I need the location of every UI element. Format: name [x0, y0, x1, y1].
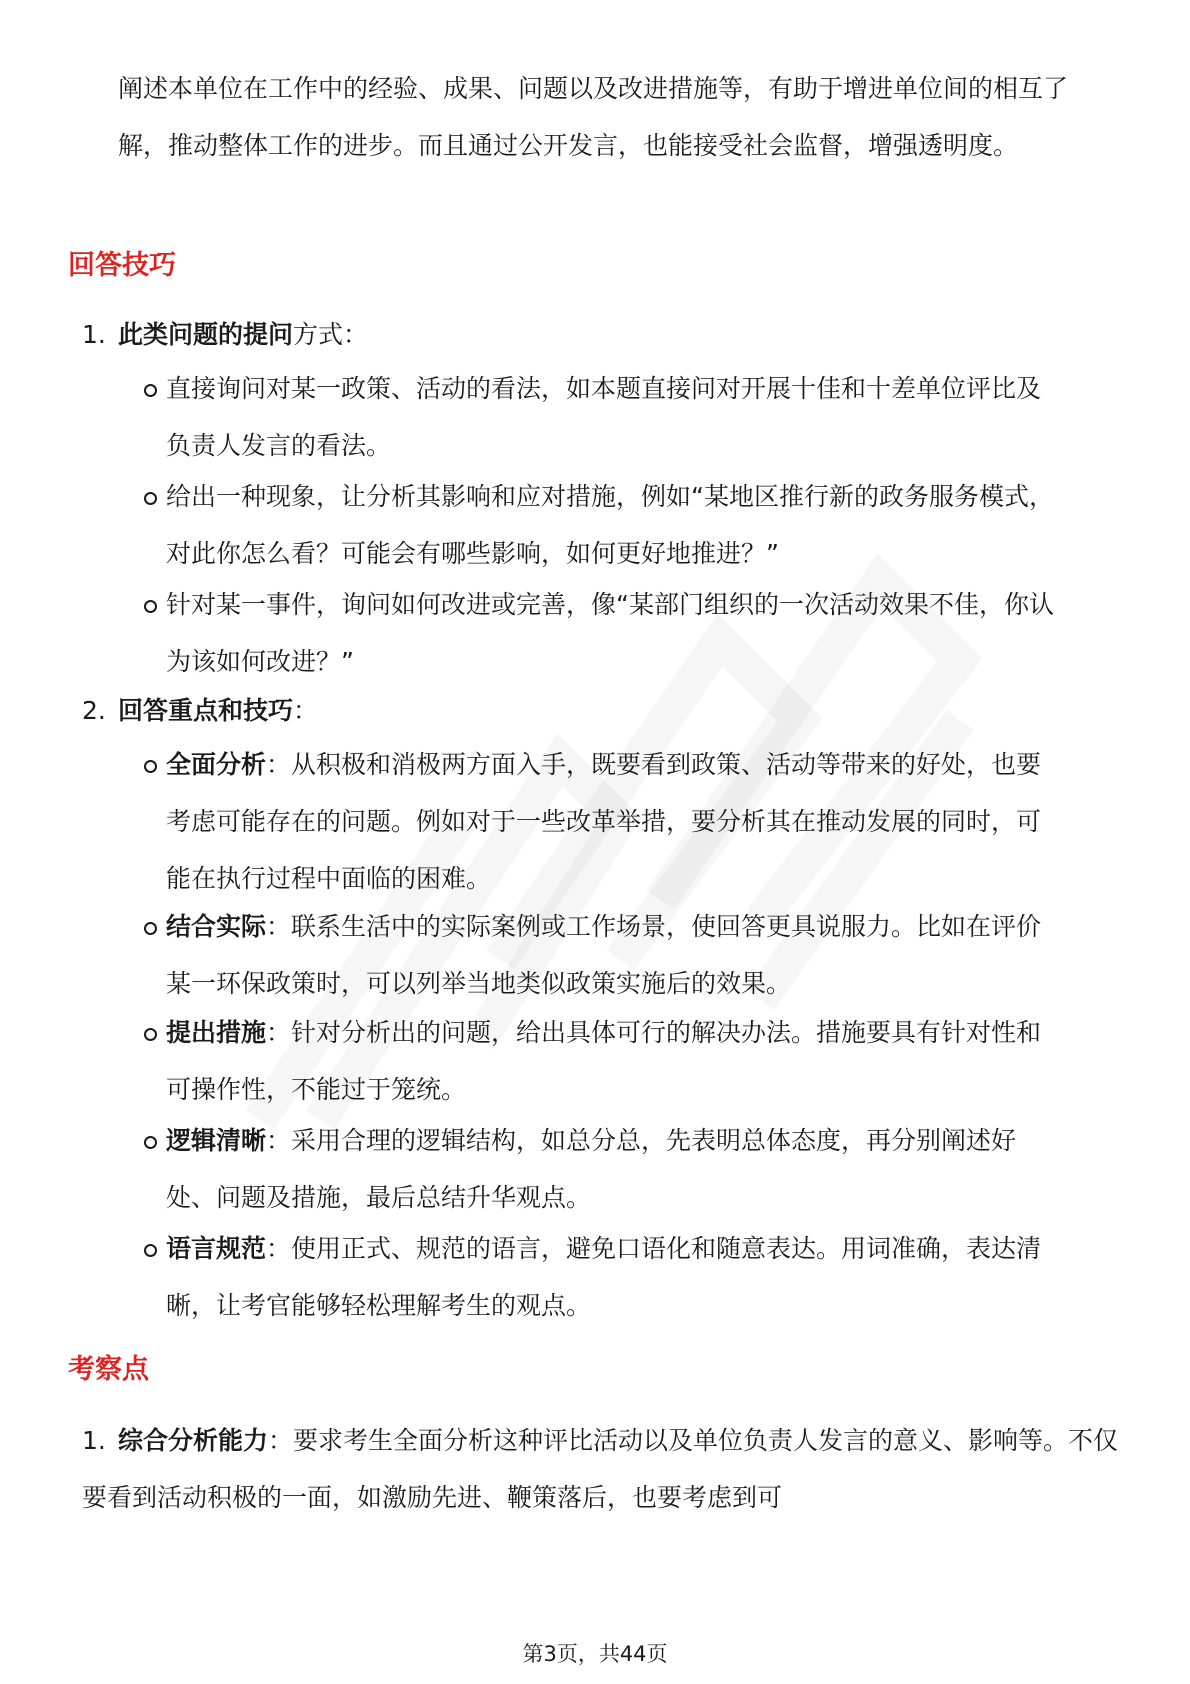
bullet-item: [144, 468, 1064, 582]
bullet-text: 给出一种现象，让分析其影响和应对措施，例如“某地区推行新的政务服务模式，对此你怎么看？可能会有哪些影响，如何更好地推进？”: [166, 482, 1054, 568]
bullet-bold-label: 提出措施: [166, 1018, 267, 1047]
circle-bullet-icon: [144, 576, 166, 613]
circle-bullet-icon: [144, 736, 166, 773]
bullet-bold-label: 逻辑清晰: [166, 1126, 267, 1155]
section-heading-assessment-points: 考察点: [68, 1354, 149, 1385]
bullet-text: ：采用合理的逻辑结构，如总分总，先表明总体态度，再分别阐述好处、问题及措施，最后总结升华观点。: [166, 1126, 1017, 1212]
item-bold-label: 回答重点和技巧: [118, 696, 294, 725]
item-number: 1.: [82, 320, 106, 349]
section-heading-answer-tips: 回答技巧: [68, 250, 176, 281]
bullet-text: 针对某一事件，询问如何改进或完善，像“某部门组织的一次活动效果不佳，你认为该如何改进？”: [166, 590, 1054, 676]
bullet-text: ：联系生活中的实际案例或工作场景，使回答更具说服力。比如在评价某一环保政策时，可以列举当地类似政策实施后的效果。: [166, 912, 1042, 998]
circle-bullet-icon: [144, 1112, 166, 1149]
item-bold-label: 此类问题的提问: [118, 320, 294, 349]
bullet-item: [144, 576, 1064, 690]
circle-bullet-icon: [144, 1004, 166, 1041]
bullet-item: [144, 360, 1064, 474]
bullet-text: 直接询问对某一政策、活动的看法，如本题直接问对开展十佳和十差单位评比及负责人发言的看法。: [166, 374, 1042, 460]
numbered-item-1: [82, 1412, 1122, 1526]
bullet-bold-label: 结合实际: [166, 912, 267, 941]
page-footer: 第3页，共44页: [522, 1642, 668, 1666]
bullet-text: ：从积极和消极两方面入手，既要看到政策、活动等带来的好处，也要考虑可能存在的问题。例如对于一些改革举措，要分析其在推动发展的同时，可能在执行过程中面临的困难。: [166, 750, 1042, 893]
bullet-bold-label: 语言规范: [166, 1234, 267, 1263]
bullet-item: [144, 736, 1064, 907]
circle-bullet-icon: [144, 360, 166, 397]
item-rest-text: ：: [293, 696, 319, 725]
circle-bullet-icon: [144, 1220, 166, 1257]
circle-bullet-icon: [144, 898, 166, 935]
item-rest-text: ：要求考生全面分析这种评比活动以及单位负责人发言的意义、影响等。不仅要看到活动积极的一面，如激励先进、鞭策落后，也要考虑到可: [82, 1426, 1119, 1512]
bullet-text: ：针对分析出的问题，给出具体可行的解决办法。措施要具有针对性和可操作性，不能过于笼统。: [166, 1018, 1042, 1104]
bullet-item: [144, 1220, 1064, 1334]
item-bold-label: 综合分析能力: [118, 1426, 269, 1455]
numbered-item-1: [82, 306, 1122, 363]
numbered-item-2: [82, 682, 1122, 739]
item-rest-text: 方式：: [293, 320, 369, 349]
bullet-bold-label: 全面分析: [166, 750, 267, 779]
bullet-text: ：使用正式、规范的语言，避免口语化和随意表达。用词准确，表达清晰，让考官能够轻松理解考生的观点。: [166, 1234, 1042, 1320]
intro-paragraph: 阐述本单位在工作中的经验、成果、问题以及改进措施等，有助于增进单位间的相互了解，推动整体工作的进步。而且通过公开发言，也能接受社会监督，增强透明度。: [118, 74, 1069, 160]
item-number: 1.: [82, 1426, 106, 1455]
item-number: 2.: [82, 696, 106, 725]
circle-bullet-icon: [144, 468, 166, 505]
bullet-item: [144, 1112, 1064, 1226]
bullet-item: [144, 898, 1064, 1012]
bullet-item: [144, 1004, 1064, 1118]
